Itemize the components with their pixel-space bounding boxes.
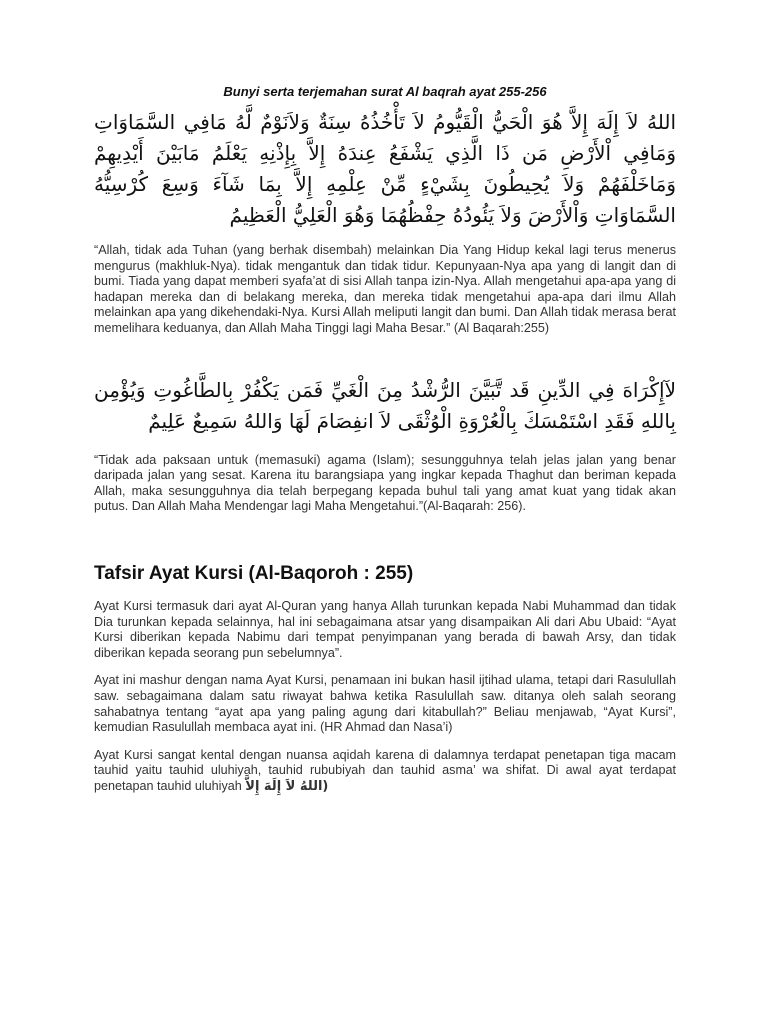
tafsir-paragraph-1: Ayat Kursi termasuk dari ayat Al-Quran yang hanya Allah turunkan kepada Nabi Muhammad dan tidak Dia turunkan kepada selainnya, hal ini sebagaimana atsar yang disampaikan Ali dari Abu Ubaid: “Ayat Kursi diberikan kepada Nabimu dari tempat penyimpanan yang berada di bawah Arsy, dan tidak diberikan kepada seorang pun sebelumnya”. — [94, 598, 676, 660]
tafsir-paragraph-3-text: Ayat Kursi sangat kental dengan nuansa aqidah karena di dalamnya terdapat penetapan tiga macam tauhid yaitu tauhid uluhiyah, tauhid rububiyah dan tauhid asma’ wa shifat. Di awal ayat terdapat penetapan tauhid uluhiyah — [94, 747, 676, 793]
translation-256: “Tidak ada paksaan untuk (memasuki) agama (Islam); sesungguhnya telah jelas jalan yang benar daripada jalan yang sesat. Karena itu barangsiapa yang ingkar kepada Thaghut dan beriman kepada Allah, maka sesungguhnya dia telah berpegang kepada buhul tali yang amat kuat yang tidak akan putus. Dan Allah Maha Mendengar lagi Maha Mengetahui.”(Al-Baqarah: 256). — [94, 452, 676, 514]
document-page — [94, 84, 676, 806]
tafsir-paragraph-2: Ayat ini mashur dengan nama Ayat Kursi, penamaan ini bukan hasil ijtihad ulama, tetapi dari Rasulullah saw. sebagaimana dalam satu riwayat bahwa ketika Rasulullah saw. ditanya oleh salah seorang sahabatnya tentang “ayat apa yang paling agung dari kitabullah?” Beliau menjawab, “Ayat Kursi”, kemudian Rasulullah membaca ayat ini. (HR Ahmad dan Nasa’i) — [94, 673, 676, 735]
section-heading: Tafsir Ayat Kursi (Al-Baqoroh : 255) — [94, 562, 414, 584]
translation-255: “Allah, tidak ada Tuhan (yang berhak disembah) melainkan Dia Yang Hidup kekal lagi terus menerus mengurus (makhluk-Nya). tidak mengantuk dan tidak tidur. Kepunyaan-Nya apa yang di langit dan di bumi. Tiada yang dapat memberi syafa’at di sisi Allah tanpa izin-Nya. Allah mengetahui apa-apa yang di hadapan mereka dan di belakang mereka, dan mereka tidak mengetahui apa-apa dari ilmu Allah melainkan apa yang dikehendaki-Nya. Kursi Allah meliputi langit dan bumi. Dan Allah tidak merasa berat memelihara keduanya, dan Allah Maha Tinggi lagi Maha Besar.” (Al Baqarah:255) — [94, 243, 676, 335]
tafsir-paragraph-3 — [94, 748, 676, 795]
document-title: Bunyi serta terjemahan surat Al baqrah ayat 255-256 — [223, 84, 547, 99]
inline-arabic-phrase: (اللهُ لاَ إِلَهَ إِلاَّ — [245, 778, 329, 794]
arabic-verse-255: اللهُ لاَ إِلَهَ إِلاَّ هُوَ الْحَيُّ الْقَيُّومُ لاَ تَأْخُذُهُ سِنَةٌ وَلاَنَوْمٌ لَّهُ مَافِي السَّمَاوَاتِ وَمَافِي اْلأَرْضِ مَن ذَا الَّذِي يَشْفَعُ عِندَهُ إِلاَّ بِإِذْنِهِ يَعْلَمُ مَابَيْنَ أَيْدِيهِمْ وَمَاخَلْفَهُمْ وَلاَ يُحِيطُونَ بِشَيْءٍ مِّنْ عِلْمِهِ إِلاَّ بِمَا شَآءَ وَسِعَ كُرْسِيُّهُ السَّمَاوَاتِ وَاْلأَرْضَ وَلاَ يَئُودُهُ حِفْظُهُمَا وَهُوَ الْعَلِيُّ الْعَظِيمُ — [94, 110, 676, 227]
arabic-verse-256: لآإِكْرَاهَ فِي الدِّينِ قَد تَّبَيَّنَ الرُّشْدُ مِنَ الْغَيِّ فَمَن يَكْفُرْ بِالطَّاغُوتِ وَيُؤْمِن بِاللهِ فَقَدِ اسْتَمْسَكَ بِالْعُرْوَةِ الْوُثْقَى لاَ انفِصَامَ لَهَا وَاللهُ سَمِيعٌ عَلِيمٌ — [94, 377, 676, 433]
